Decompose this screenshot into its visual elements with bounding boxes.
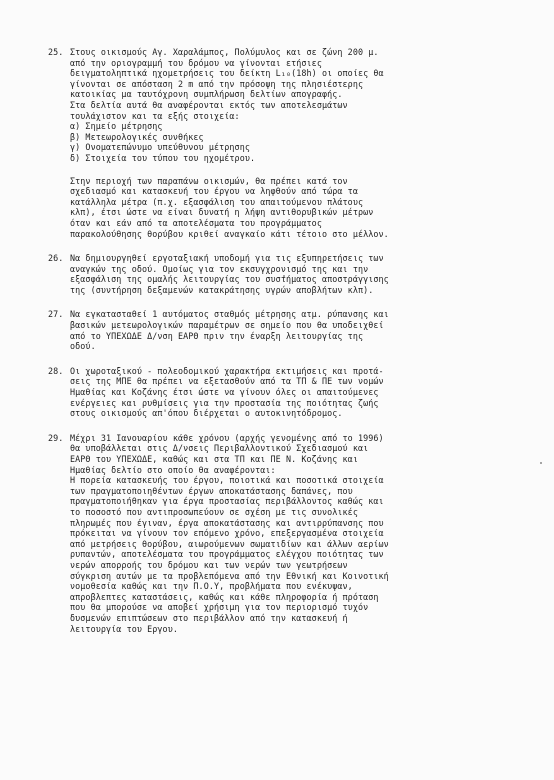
paragraph-26: [48, 253, 516, 295]
paragraph-27: [48, 309, 516, 351]
text-line: ΕΑΡΘ του ΥΠΕΧΩΔΕ, καθώς και στα ΤΠ και ΠΕ Ν. Κοζάνης και: [70, 454, 358, 464]
text-line: των πραγματοποιηθέντων έργων αποκατάστασης δαπάνες, που: [70, 485, 353, 496]
text-line: σεις της ΜΠΕ θα πρέπει να εξετασθούν από τα ΤΠ & ΠΕ των νομών: [70, 376, 384, 387]
text-line: εξασφάλιση της ομαλής λειτουργίας του συστήματος αποστράγγισης: [70, 274, 389, 285]
text-line: δυσμενών επιπτώσεων στο περιβάλλον από την κατασκευή ή: [70, 612, 348, 623]
text-line: α) Σημείο μέτρησης: [70, 121, 163, 132]
text-line: Στην περιοχή των παραπάνω οικισμών, θα πρέπει κατά τον: [70, 175, 348, 186]
text-line: από μετρήσεις θορύβου, αιωρούμενων σωματιδίων και άλλων αερίων: [70, 538, 389, 549]
paragraph-number: 27.: [48, 309, 64, 320]
text-line: Μέχρι 31 Ιανουαρίου κάθε χρόνου (αρχής γενομένης από το 1996): [70, 432, 384, 443]
paragraph-29: [48, 433, 516, 634]
text-line: βασικών μετεωρολογικών παραμέτρων σε σημείο που θα υποδειχθεί: [70, 320, 384, 331]
text-line: ενέργειες και ρυθμίσεις για την προστασία της ποιότητας ζωής: [70, 397, 379, 408]
text-line: νερών απορροής του δρόμου και των νερών των γεωτρήσεων: [70, 559, 348, 570]
text-line: οδού.: [70, 341, 96, 352]
text-line: δειγματοληπτικά ηχομετρήσεις του δείκτη L₁₀(18h) οι οποίες θα: [70, 68, 384, 79]
text-line: από το ΥΠΕΧΩΔΕ Δ/νση ΕΑΡΘ πριν την έναρξη λειτουργίας της: [70, 330, 364, 341]
text-line: Η πορεία κατασκευής του έργου, ποιοτικά και ποσοτικά στοιχεία: [70, 475, 384, 486]
text-line: Να εγκατασταθεί 1 αυτόματος σταθμός μέτρησης ατμ. ρύπανσης και: [70, 309, 389, 320]
paragraph-28: [48, 366, 516, 419]
text-line: Ημαθίας και Κοζάνης έτσι ώστε να γίνουν όλες οι απαιτούμενες: [70, 387, 379, 398]
paragraph-number: 25.: [48, 47, 64, 57]
text-line: πρόκειται να γίνουν τον επόμενο χρόνο, επεξεργασμένα στοιχεία: [70, 528, 384, 539]
text-line: πραγματοποιήθηκαν για έργα προστασίας περιβάλλοντος καθώς και: [70, 496, 384, 507]
text-line: κατάλληλα μέτρα (π.χ. εξασφάλιση του απαιτούμενου πλάτους: [70, 196, 364, 207]
scan-speck: [540, 462, 542, 464]
text-line: γ) Ονοματεπώνυμο υπεύθυνου μέτρησης: [70, 142, 250, 153]
text-line: απροβλεπτες καταστάσεις, καθώς και κάθε πληροφορία ή πρόταση: [70, 591, 379, 602]
text-line: ρυπαντών, αποτελέσματα του προγράμματος ελέγχου ποιότητας των: [70, 549, 384, 560]
paragraph-number: 28.: [48, 365, 64, 376]
text-line: το ποσοστό που αντιπροσωπεύουν σε σχέση με τις συνολικές: [70, 506, 358, 517]
text-line: σχεδιασμό και κατασκευή του έργου να ληφθούν από τώρα τα: [70, 186, 358, 197]
text-line: τουλάχιστον και τα εξής στοιχεία:: [70, 110, 240, 121]
text-line: Ημαθίας δελτίο στο οποίο θα αναφέρονται:: [70, 464, 276, 475]
text-line: όταν και εάν από τα αποτελέσματα του προγράμματος: [70, 217, 322, 228]
text-line: πληρωμές που έγιναν, έργα αποκατάστασης και αντιρρύπανσης που: [70, 517, 384, 528]
text-line: αναγκών της οδού. Ομοίως για τον εκσυγχρονισμό της και την: [70, 263, 369, 274]
text-line: λειτουργία του Εργου.: [70, 623, 178, 634]
text-line: κλπ), έτσι ώστε να είναι δυνατή η λήψη αντιθορυβικών μέτρων: [70, 207, 374, 218]
text-line: που θα μπορούσε να αποβεί χρήσιμη για τον περιορισμό τυχόν: [70, 602, 369, 613]
text-line: Να δημιουργηθεί εργοταξιακή υποδομή για τις εξυπηρετήσεις των: [70, 253, 384, 264]
text-line: στους οικισμούς απ'όπου διέρχεται ο αυτοκινητόδρομος.: [70, 408, 343, 419]
text-line: σύγκριση αυτών με τα προβλεπόμενα από την Εθνική και Κοινοτική: [70, 570, 389, 581]
text-line: γίνονται σε απόσταση 2 m από την πρόσοψη της πλησιέστερης: [70, 78, 364, 89]
text-line: της (συντήρηση δεξαμενών κατακράτησης υγρών αποβλήτων κλπ).: [70, 284, 374, 295]
text-line: νομοθεσία καθώς και την Π.Ο.Υ, προβλήματα που ενέκυψαν,: [70, 581, 353, 592]
text-line: β) Μετεωρολογικές συνθήκες: [70, 131, 204, 142]
text-line: Στους οικισμούς Αγ. Χαραλάμπος, Πολύμυλος και σε ζώνη 200 μ.: [70, 47, 379, 57]
document-body: [48, 47, 516, 634]
text-line: παρακολούθησης θορύβου κριθεί αναγκαίο κάτι τέτοιο στο μέλλον.: [70, 228, 389, 239]
paragraph-number: 29.: [48, 432, 64, 443]
text-line: θα υποβάλλεται στις Δ/νσεις Περιβαλλοντικού Σχεδιασμού και: [70, 443, 369, 454]
text-line: δ) Στοιχεία του τύπου του ηχομέτρου.: [70, 152, 256, 163]
paragraph-25: [48, 47, 516, 239]
text-line: κατοικίας μα ταυτόχρονη συμπλήρωση δελτίων απογραφής.: [70, 89, 343, 100]
paragraph-number: 26.: [48, 253, 64, 264]
text-line: Στα δελτία αυτά θα αναφέρονται εκτός των αποτελεσμάτων: [70, 99, 348, 110]
text-line: από την οριογραμμή του δρόμου να γίνονται ετήσιες: [70, 57, 322, 68]
text-line: Οι χωροταξικού - πολεοδομικού χαρακτήρα εκτιμήσεις και προτά-: [70, 365, 384, 376]
